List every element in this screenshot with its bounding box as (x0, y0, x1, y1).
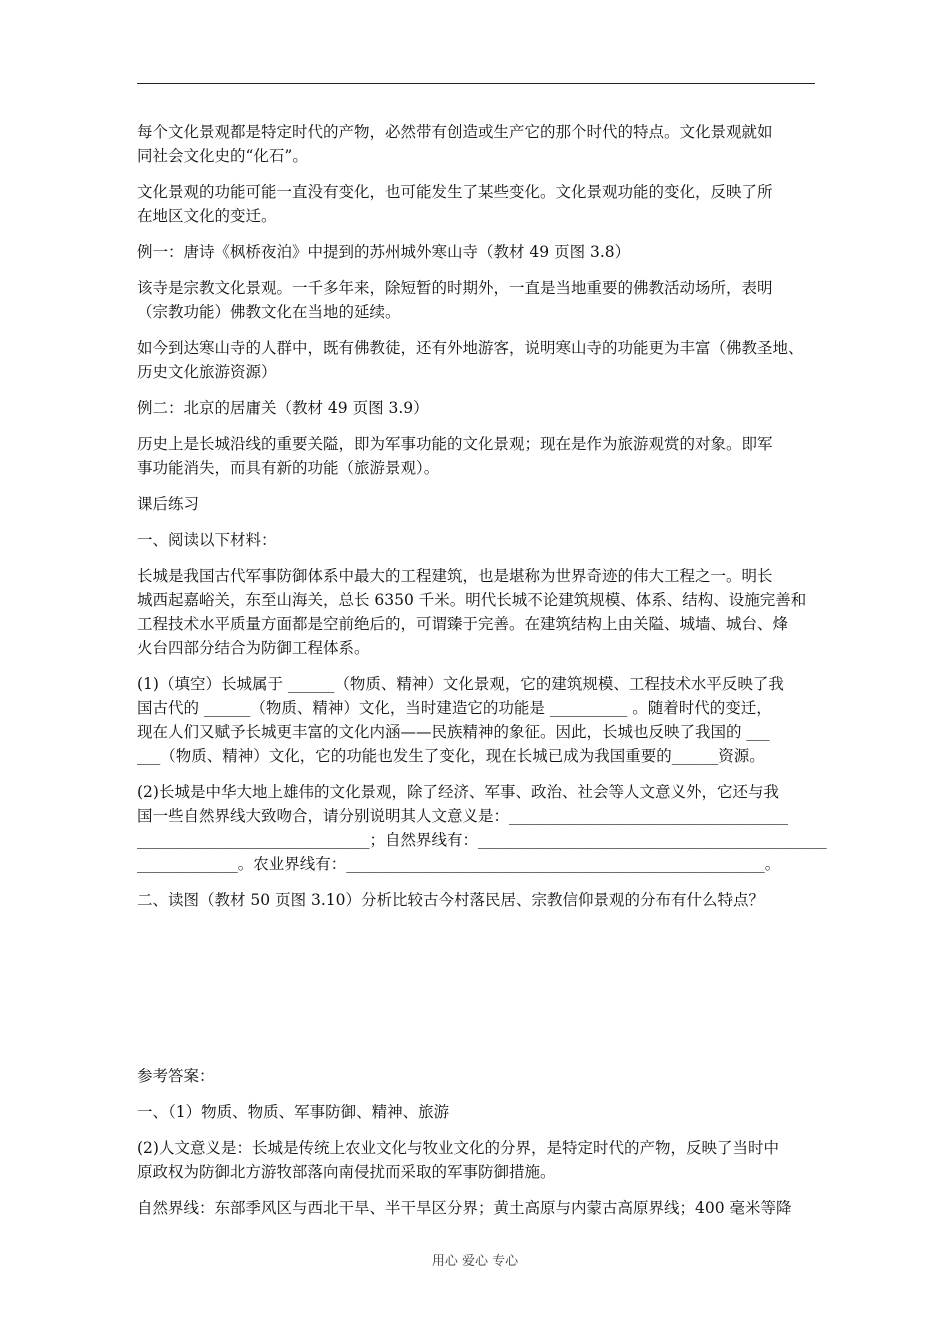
answer-paragraph-1-line-0: 一、（1）物质、物质、军事防御、精神、旅游 (137, 1103, 450, 1121)
answer-paragraph-2-line-1: 原政权为防御北方游牧部落向南侵扰而采取的军事防御措施。 (137, 1163, 556, 1181)
paragraph-1-line-1: 在地区文化的变迁。 (137, 207, 277, 225)
paragraph-3-line-1: （宗教功能）佛教文化在当地的延续。 (137, 303, 401, 321)
paragraph-5-line-0: 例二：北京的居庸关（教材 49 页图 3.9） (137, 399, 429, 417)
paragraph-4-line-0: 如今到达寒山寺的人群中，既有佛教徒，还有外地游客，说明寒山寺的功能更为丰富（佛教圣地、 (137, 339, 804, 357)
paragraph-10-line-2: 现在人们又赋予长城更丰富的文化内涵——民族精神的象征。因此，长城也反映了我国的 ___ (137, 723, 770, 741)
paragraph-11-line-3: _____________。农业界线有：______________________________________________________。 (137, 855, 781, 873)
paragraph-1-line-0: 文化景观的功能可能一直没有变化，也可能发生了某些变化。文化景观功能的变化，反映了所 (137, 183, 773, 201)
paragraph-11-line-2: ______________________________；自然界线有：_____________________________________________ (137, 831, 827, 849)
paragraph-9-line-1: 城西起嘉峪关，东至山海关，总长 6350 千米。明代长城不论建筑规模、体系、结构、设施完善和 (137, 591, 807, 609)
paragraph-4-line-1: 历史文化旅游资源） (137, 363, 277, 381)
paragraph-0-line-1: 同社会文化史的“化石”。 (137, 147, 308, 165)
paragraph-11-line-0: (2)长城是中华大地上雄伟的文化景观，除了经济、军事、政治、社会等人文意义外，它还与我 (137, 783, 779, 801)
paragraph-9-line-3: 火台四部分结合为防御工程体系。 (137, 639, 370, 657)
paragraph-2-line-0: 例一：唐诗《枫桥夜泊》中提到的苏州城外寒山寺（教材 49 页图 3.8） (137, 243, 631, 261)
paragraph-9-line-0: 长城是我国古代军事防御体系中最大的工程建筑，也是堪称为世界奇迹的伟大工程之一。明长 (137, 567, 773, 585)
paragraph-9-line-2: 工程技术水平质量方面都是空前绝后的，可谓臻于完善。在建筑结构上由关隘、城墙、城台、烽 (137, 615, 789, 633)
paragraph-10-line-1: 国古代的 ______（物质、精神）文化，当时建造它的功能是 __________ 。随着时代的变迁， (137, 699, 772, 717)
paragraph-6-line-0: 历史上是长城沿线的重要关隘，即为军事功能的文化景观；现在是作为旅游观赏的对象。即军 (137, 435, 773, 453)
answer-section (137, 1064, 817, 1220)
paragraph-3-line-0: 该寺是宗教文化景观。一千多年来，除短暂的时期外，一直是当地重要的佛教活动场所，表明 (137, 279, 773, 297)
answer-paragraph-0-line-0: 参考答案： (137, 1067, 215, 1085)
paragraph-0-line-0: 每个文化景观都是特定时代的产物，必然带有创造或生产它的那个时代的特点。文化景观就如 (137, 123, 773, 141)
answer-paragraph-2-line-0: (2)人文意义是：长城是传统上农业文化与牧业文化的分界，是特定时代的产物，反映了当时中 (137, 1139, 779, 1157)
paragraph-11-line-1: 国一些自然界线大致吻合，请分别说明其人文意义是：____________________________________ (137, 807, 789, 825)
document-body (137, 120, 827, 1232)
paragraph-6-line-1: 事功能消失，而具有新的功能（旅游景观）。 (137, 459, 440, 477)
paragraph-7-line-0: 课后练习 (137, 495, 200, 513)
page-footer: 用心 爱心 专心 (431, 1254, 519, 1269)
header-rule (137, 83, 815, 84)
paragraph-12-line-0: 二、读图（教材 50 页图 3.10）分析比较古今村落民居、宗教信仰景观的分布有什么特点？ (137, 891, 765, 909)
paragraph-10-line-3: ___（物质、精神）文化，它的功能也发生了变化，现在长城已成为我国重要的______资源。 (137, 747, 765, 765)
main-section (137, 120, 827, 912)
paragraph-10-line-0: (1)（填空）长城属于 ______（物质、精神）文化景观，它的建筑规模、工程技术水平反映了我 (137, 675, 784, 693)
answer-paragraph-3-line-0: 自然界线：东部季风区与西北干旱、半干旱区分界；黄土高原与内蒙古高原界线；400 毫米等降 (137, 1199, 792, 1217)
paragraph-8-line-0: 一、阅读以下材料： (137, 531, 277, 549)
